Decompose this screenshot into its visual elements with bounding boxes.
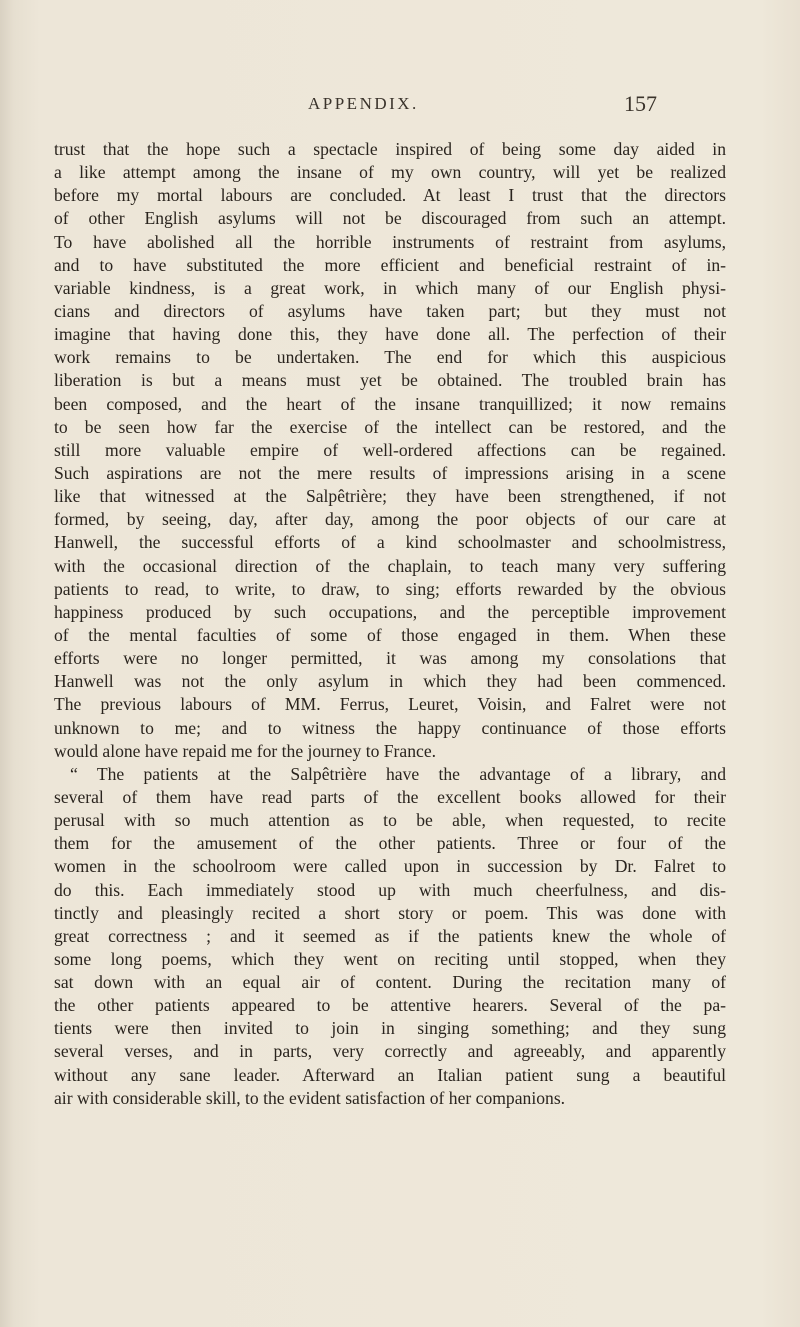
text-line: been composed, and the heart of the insane tranquillized; it now remains [54, 393, 726, 414]
text-line: of other English asylums will not be discouraged from such an attempt. [54, 208, 726, 229]
text-line: work remains to be undertaken. The end for which this auspicious [54, 347, 726, 368]
text-line: would alone have repaid me for the journey to France. [54, 740, 437, 761]
text-line: do this. Each immediately stood up with much cheerfulness, and dis- [54, 879, 726, 900]
text-line: formed, by seeing, day, after day, among the poor objects of our care at [54, 509, 726, 530]
text-line: them for the amusement of the other patients. Three or four of the [54, 833, 726, 854]
text-line: Hanwell, the successful efforts of a kind schoolmaster and schoolmistress, [54, 532, 726, 553]
page-header [0, 91, 800, 124]
body-text [54, 138, 726, 1110]
text-line: Hanwell was not the only asylum in which they had been commenced. [54, 671, 726, 692]
text-line: patients to read, to write, to draw, to sing; efforts rewarded by the obvious [54, 578, 726, 599]
text-line: some long poems, which they went on reciting until stopped, when they [54, 948, 726, 969]
text-line: without any sane leader. Afterward an Italian patient sung a beautiful [54, 1064, 726, 1085]
text-line: like that witnessed at the Salpêtrière; they have been strengthened, if not [54, 486, 726, 507]
text-line: trust that the hope such a spectacle inspired of being some day aided in [54, 139, 726, 159]
text-line: Such aspirations are not the mere results of impressions arising in a scene [54, 462, 726, 483]
text-line: cians and directors of asylums have taken part; but they must not [54, 300, 726, 321]
text-line: women in the schoolroom were called upon in succession by Dr. Falret to [54, 856, 726, 877]
text-line: The previous labours of MM. Ferrus, Leuret, Voisin, and Falret were not [54, 694, 726, 715]
text-line: sat down with an equal air of content. During the recitation many of [54, 972, 726, 993]
text-line: of the mental faculties of some of those engaged in them. When these [54, 624, 726, 645]
text-line: several verses, and in parts, very correctly and agreeably, and apparently [54, 1041, 726, 1062]
text-line: unknown to me; and to witness the happy continuance of those efforts [54, 717, 726, 738]
page-number: 157 [624, 91, 657, 116]
text-line: efforts were no longer permitted, it was among my consolations that [54, 648, 726, 669]
text-line: to be seen how far the exercise of the intellect can be restored, and the [54, 416, 726, 437]
text-line: the other patients appeared to be attentive hearers. Several of the pa- [54, 995, 726, 1016]
text-line: tinctly and pleasingly recited a short story or poem. This was done with [54, 902, 726, 923]
text-line: great correctness ; and it seemed as if the patients knew the whole of [54, 925, 726, 946]
text-line: still more valuable empire of well-ordered affections can be regained. [54, 439, 726, 460]
text-line: with the occasional direction of the chaplain, to teach many very suffering [54, 555, 726, 576]
text-line: several of them have read parts of the excellent books allowed for their [54, 786, 726, 807]
running-head: APPENDIX. [308, 94, 419, 113]
text-line: “ The patients at the Salpêtrière have the advantage of a library, and [70, 763, 726, 784]
text-line: imagine that having done this, they have done all. The perfection of their [54, 324, 726, 345]
text-line: tients were then invited to join in singing something; and they sung [54, 1018, 726, 1039]
text-line: variable kindness, is a great work, in which many of our English physi- [54, 277, 726, 298]
text-line: and to have substituted the more efficient and beneficial restraint of in- [54, 254, 726, 275]
text-line: To have abolished all the horrible instruments of restraint from asylums, [54, 231, 726, 252]
text-line: air with considerable skill, to the evident satisfaction of her companions. [54, 1087, 566, 1108]
text-line: a like attempt among the insane of my own country, will yet be realized [54, 162, 726, 183]
text-line: happiness produced by such occupations, and the perceptible improvement [54, 601, 726, 622]
text-line: liberation is but a means must yet be obtained. The troubled brain has [54, 370, 726, 391]
text-line: perusal with so much attention as to be able, when requested, to recite [54, 810, 726, 831]
text-line: before my mortal labours are concluded. At least I trust that the directors [54, 185, 726, 206]
